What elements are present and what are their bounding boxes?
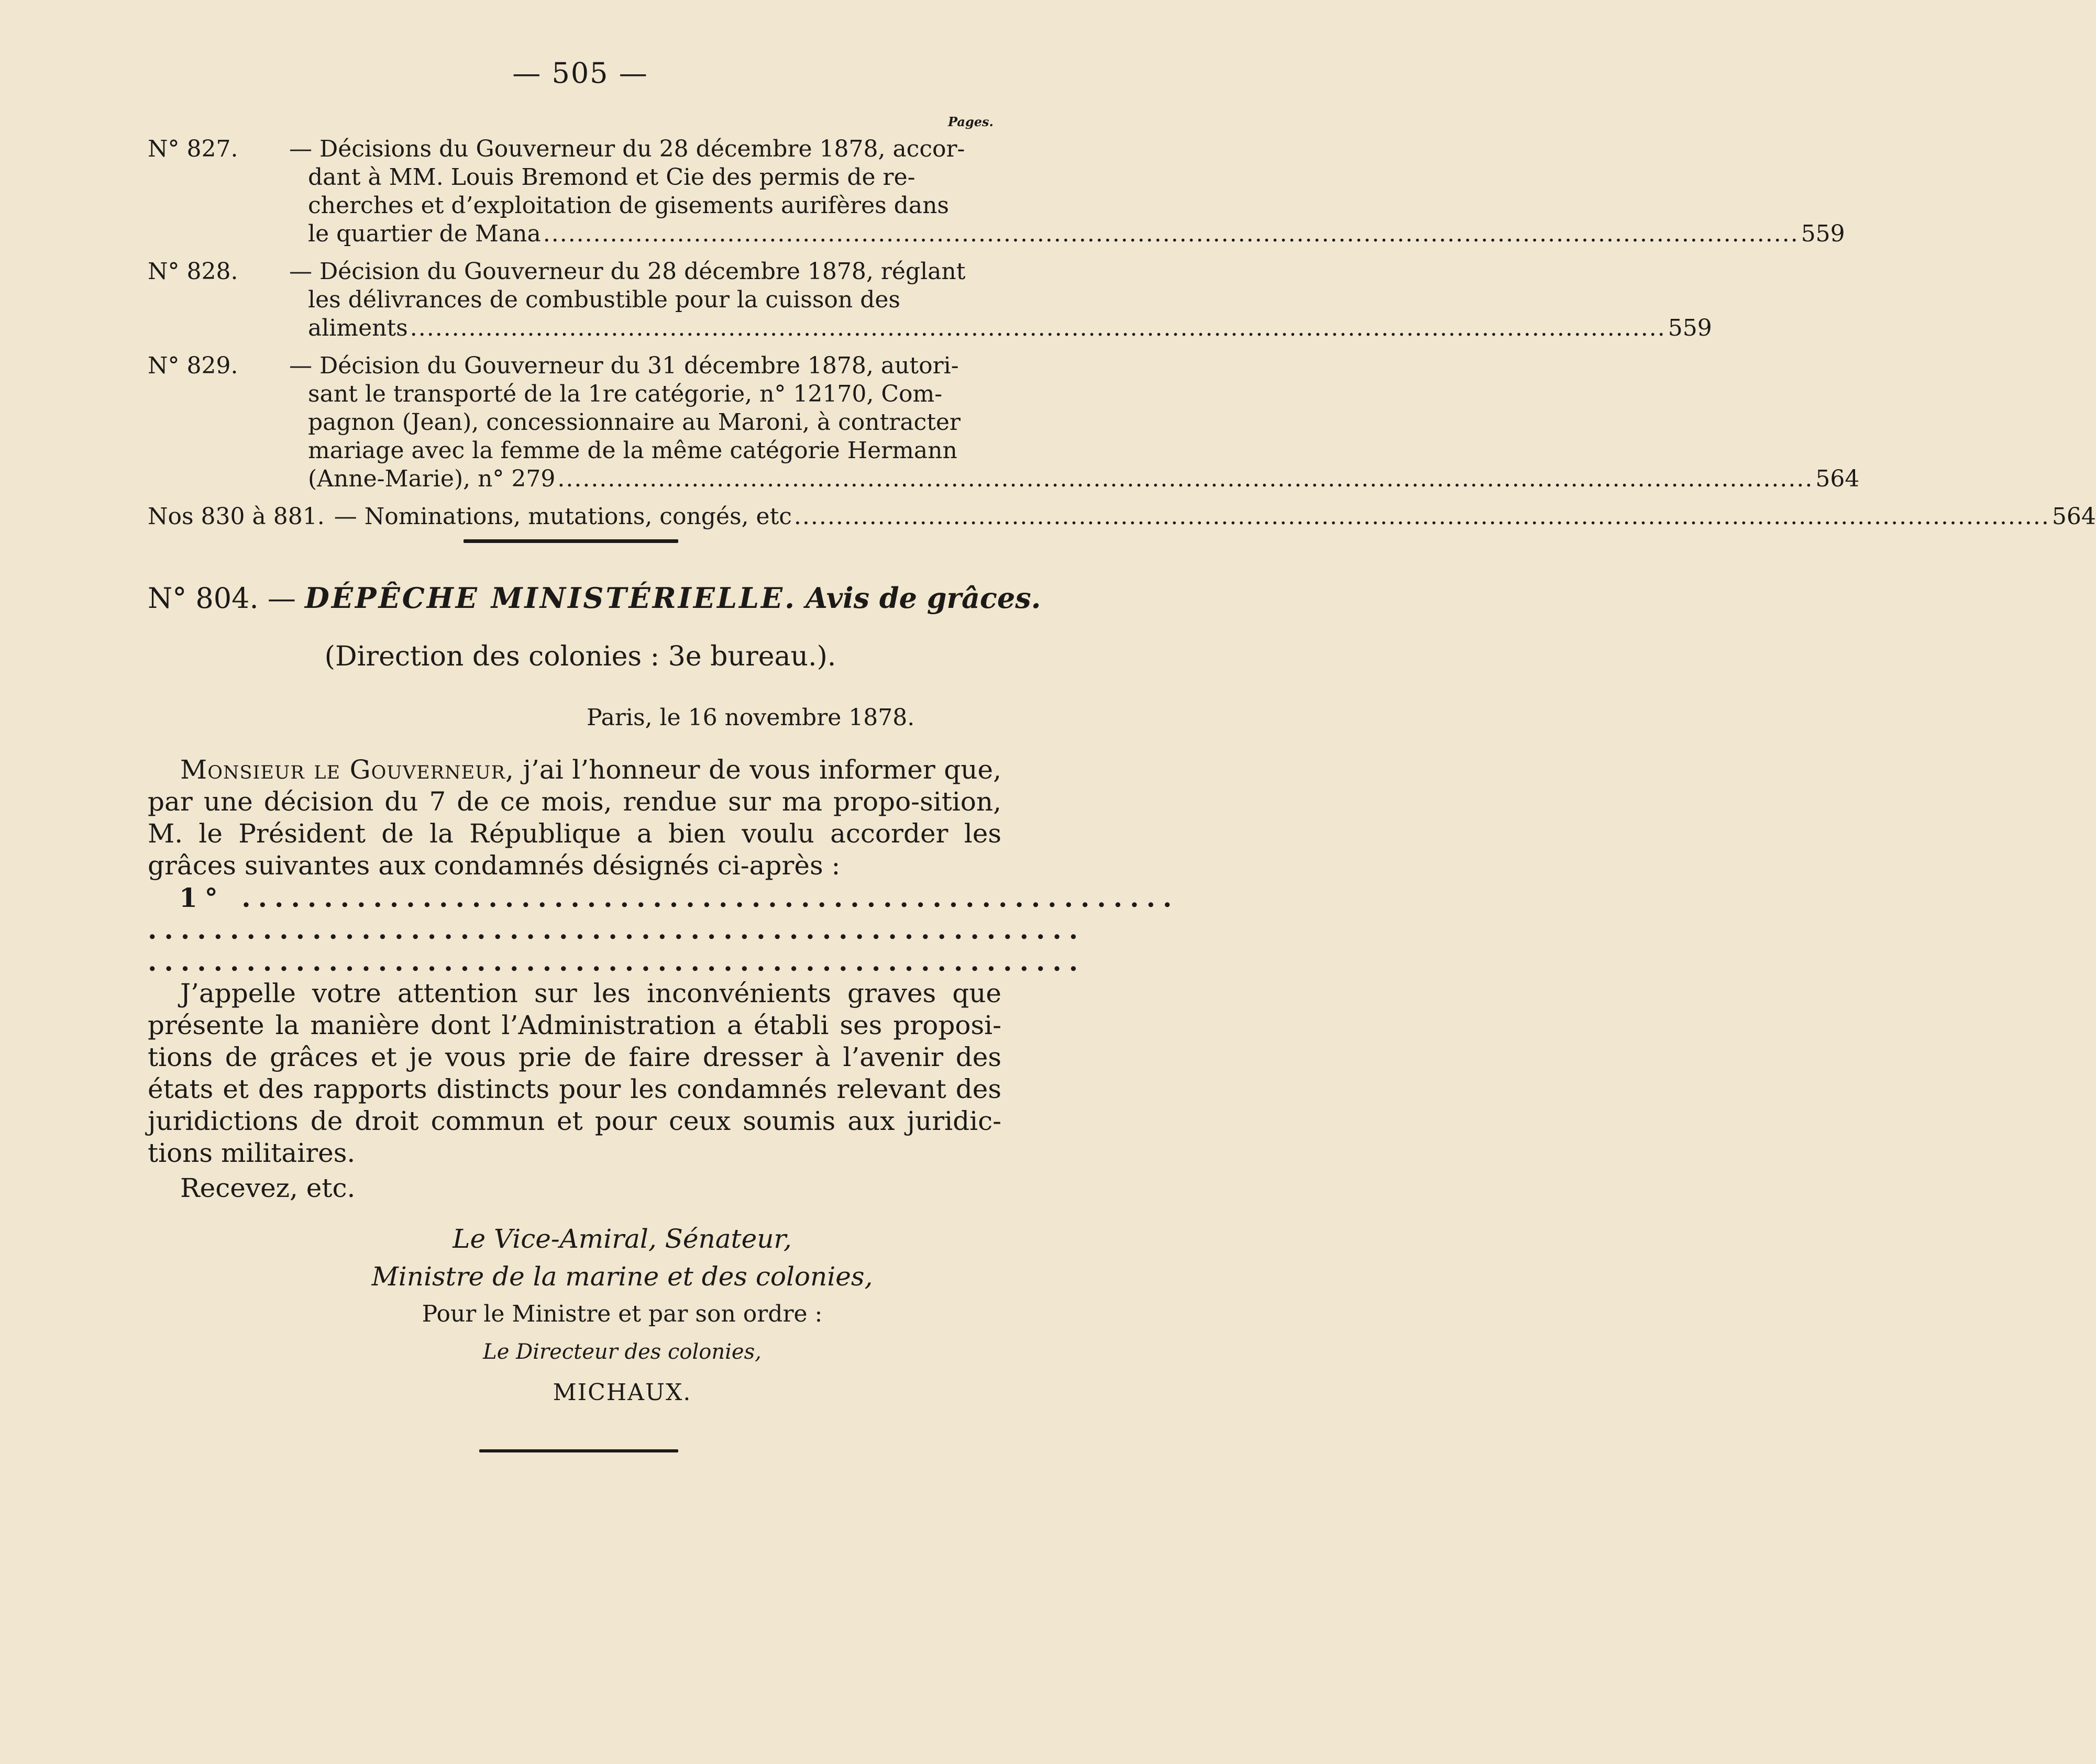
toc-entry-text: mariage avec la femme de la même catégorie Hermann — [308, 437, 957, 464]
elided-list: 1° ......................................................... — [179, 882, 1179, 913]
toc-entry-number: N° 829. — [148, 352, 238, 379]
toc-entry-text: sant le transporté de la 1re catégorie, n° 12170, Com- — [308, 381, 943, 407]
signature-name: MICHAUX. — [553, 1379, 692, 1406]
paragraph: Monsieur le Gouverneur, j’ai l’honneur de vous informer que, par une décision du 7 de ce mois, rendue sur ma propo-sition, M. le Président de la République a bien voulu accorder les grâces suivantes aux condamnés désignés ci-après : — [148, 755, 1001, 881]
dot-leader — [543, 220, 1799, 248]
signature-block — [0, 1220, 1161, 1415]
salutation: Monsieur le Gouverneur, — [180, 755, 514, 785]
end-divider — [479, 1449, 678, 1452]
toc-page-number: 559 — [1801, 220, 1845, 247]
dot-leader — [410, 314, 1666, 342]
toc-page-number: 564 — [1815, 465, 1860, 492]
section-divider — [464, 539, 678, 543]
toc-entry-text: — Décisions du Gouverneur du 28 décembre 1878, accor- — [289, 136, 965, 162]
signature-title: Le Vice-Amiral, Sénateur, — [453, 1224, 792, 1254]
page-number: — 505 — — [512, 57, 648, 90]
toc-entry-text: cherches et d’exploitation de gisements aurifères dans — [308, 192, 949, 219]
dot-leader — [557, 465, 1813, 493]
signature-delegation: Pour le Ministre et par son ordre : — [422, 1301, 823, 1327]
direction-line: (Direction des colonies : 3e bureau.). — [324, 641, 836, 672]
toc-entry-text: — Décision du Gouverneur du 28 décembre 1878, réglant — [289, 258, 966, 285]
dispatch-number: N° 804. — — [148, 582, 296, 615]
toc-entry — [148, 135, 1845, 248]
toc-entry-text: — Nominations, mutations, congés, etc — [334, 503, 792, 530]
toc-entry — [148, 258, 1712, 342]
toc-entry-text: — Décision du Gouverneur du 31 décembre 1878, autori- — [289, 352, 959, 379]
paragraph: J’appelle votre attention sur les inconvénients graves que présente la manière dont l’Administration a établi ses proposi-tions de grâces et je vous prie de faire dresser à l’avenir des états et des rapports distincts pour les condamnés relevant des juridictions de droit commun et pour ceux soumis aux juridic-tions militaires. — [148, 978, 1001, 1168]
toc-entry-text: dant à MM. Louis Bremond et Cie des permis de re- — [308, 164, 915, 191]
toc-entry-number: N° 828. — [148, 258, 238, 285]
toc-entry-number: N° 827. — [148, 136, 238, 162]
place-date: Paris, le 16 novembre 1878. — [587, 704, 915, 731]
toc-entry — [148, 352, 1860, 493]
dot-leader — [794, 503, 2050, 531]
toc-entry-text: le quartier de Mana — [308, 220, 541, 247]
letter-body — [148, 754, 1179, 1204]
toc-entry-text: les délivrances de combustible pour la cuisson des — [308, 286, 901, 313]
list-item-number: 1° — [179, 882, 225, 913]
toc-entry-text: pagnon (Jean), concessionnaire au Maroni, à contracter — [308, 409, 961, 436]
toc-entry-text: (Anne-Marie), n° 279 — [308, 465, 556, 492]
toc-entry — [148, 503, 2096, 531]
toc-entry-text: aliments — [308, 315, 408, 341]
dispatch-heading — [148, 581, 1041, 615]
toc-entry-number: Nos 830 à 881. — [148, 503, 325, 530]
toc-page-number: 564 — [2051, 503, 2096, 530]
signature-director: Le Directeur des colonies, — [483, 1340, 762, 1364]
toc-page-number: 559 — [1668, 315, 1712, 341]
dispatch-subtitle: Avis de grâces. — [806, 581, 1041, 615]
pages-column-label: Pages. — [948, 114, 994, 129]
table-of-contents — [148, 135, 2096, 540]
signature-office: Ministre de la marine et des colonies, — [371, 1261, 873, 1292]
dispatch-title: DÉPÊCHE MINISTÉRIELLE. — [305, 581, 797, 615]
elided-line: ......................................................... — [148, 946, 1086, 977]
elided-line: ......................................................... — [148, 914, 1086, 945]
closing: Recevez, etc. — [180, 1173, 356, 1203]
